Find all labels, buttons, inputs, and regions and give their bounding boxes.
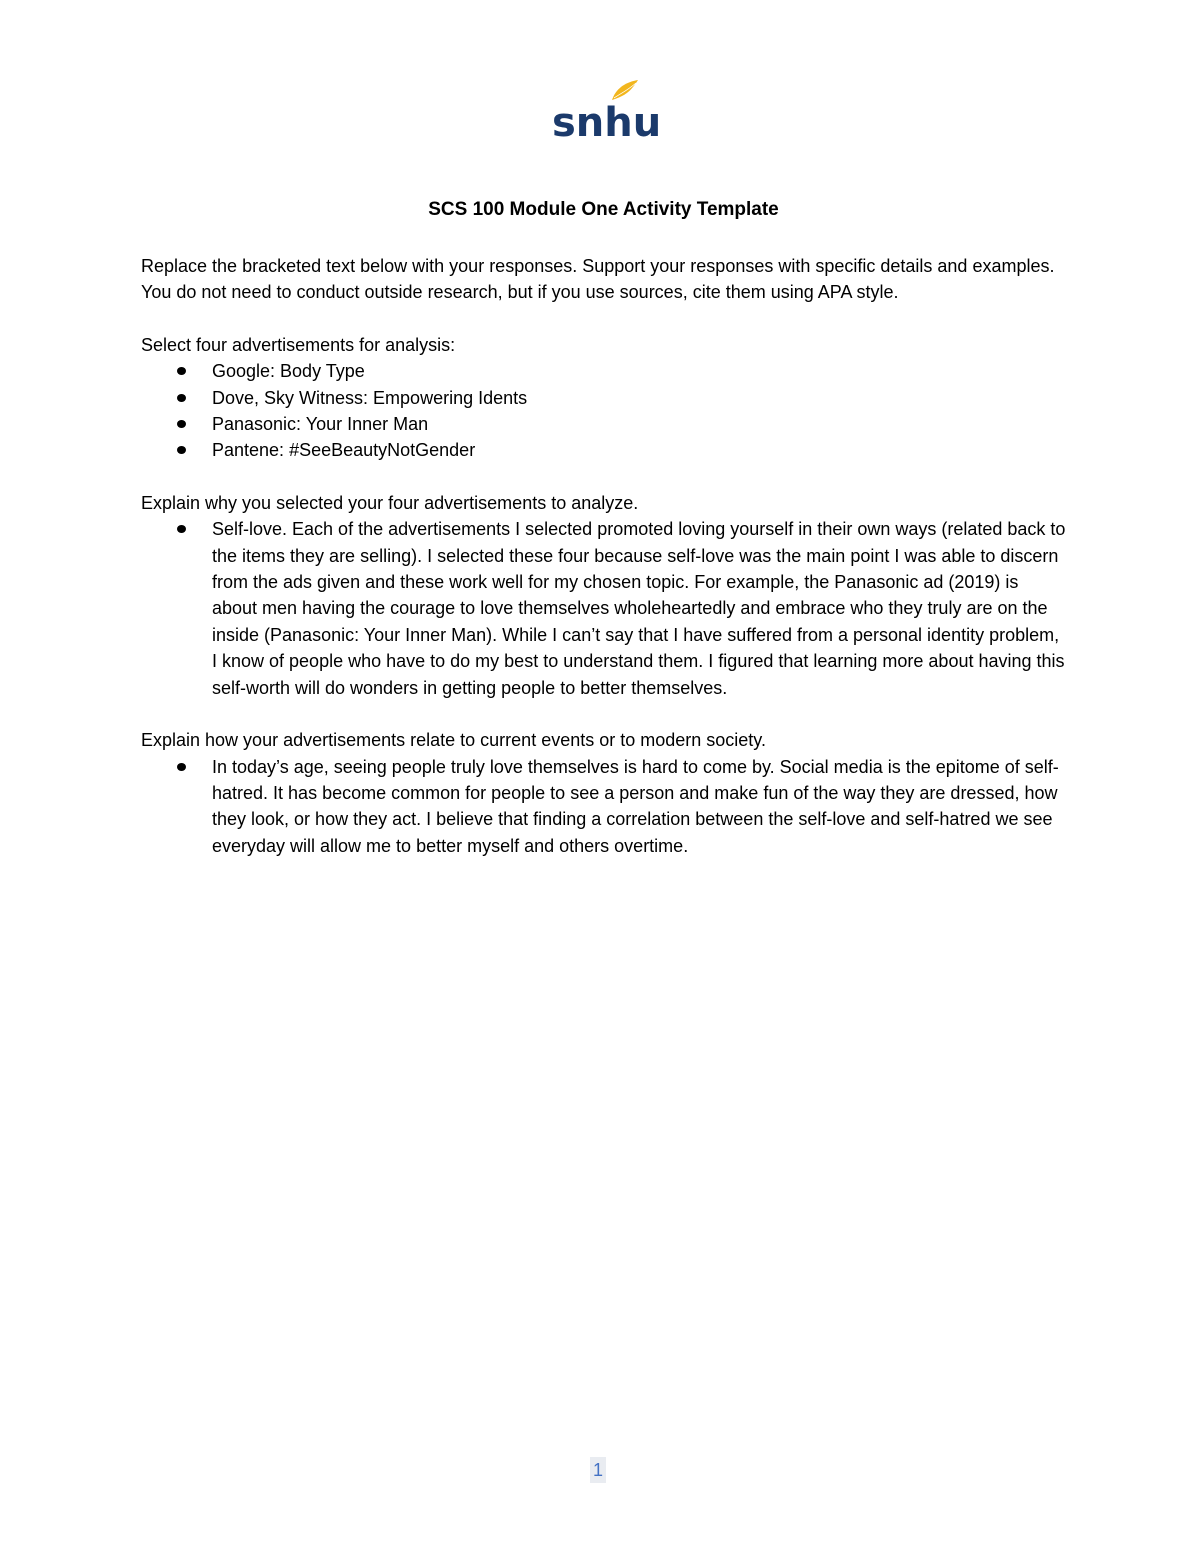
document-title: SCS 100 Module One Activity Template xyxy=(428,199,779,220)
intro-paragraph: Replace the bracketed text below with your responses. Support your responses with specific details and examples. You do not need to conduct outside research, but if you use sources, cite them using APA style. xyxy=(141,256,1055,303)
section-heading: Select four advertisements for analysis: xyxy=(141,334,456,355)
list-item: Panasonic: Your Inner Man xyxy=(141,411,1066,437)
list-item: Self-love. Each of the advertisements I selected promoted loving yourself in their own ways (related back to the items they are selling). I selected these four because self-love was the main point I was able to discern from the ads given and these work well for my chosen topic. For example, the Panasonic ad (2019) is about men having the courage to love themselves wholeheartedly and embrace who they truly are on the inside (Panasonic: Your Inner Man). While I can’t say that I have suffered from a personal identity problem, I know of people who have to do my best to understand them. I figured that learning more about having this self-worth will do wonders in getting people to better themselves. xyxy=(141,516,1066,701)
bullet-icon xyxy=(177,394,186,402)
response-list xyxy=(141,516,1066,701)
bullet-icon xyxy=(177,525,186,533)
logo-text: snhu xyxy=(552,100,662,146)
bullet-icon xyxy=(177,367,186,375)
snhu-logo-icon xyxy=(550,78,662,146)
document-body xyxy=(141,196,1066,859)
bullet-icon xyxy=(177,420,186,428)
snhu-logo xyxy=(550,78,662,146)
list-item: Dove, Sky Witness: Empowering Idents xyxy=(141,385,1066,411)
bullet-icon xyxy=(177,763,186,771)
list-item: In today’s age, seeing people truly love themselves is hard to come by. Social media is the epitome of self-hatred. It has become common for people to see a person and make fun of the way they are dressed, how they look, or how they act. I believe that finding a correlation between the self-love and self-hatred we see everyday will allow me to better myself and others overtime. xyxy=(141,754,1066,860)
response-list xyxy=(141,754,1066,860)
section-heading: Explain why you selected your four advertisements to analyze. xyxy=(141,492,639,513)
page-number: 1 xyxy=(590,1457,606,1483)
list-item: Google: Body Type xyxy=(141,358,1066,384)
advertisement-list xyxy=(141,358,1066,464)
section-heading: Explain how your advertisements relate to current events or to modern society. xyxy=(141,730,766,751)
bullet-icon xyxy=(177,446,186,454)
list-item: Pantene: #SeeBeautyNotGender xyxy=(141,437,1066,463)
